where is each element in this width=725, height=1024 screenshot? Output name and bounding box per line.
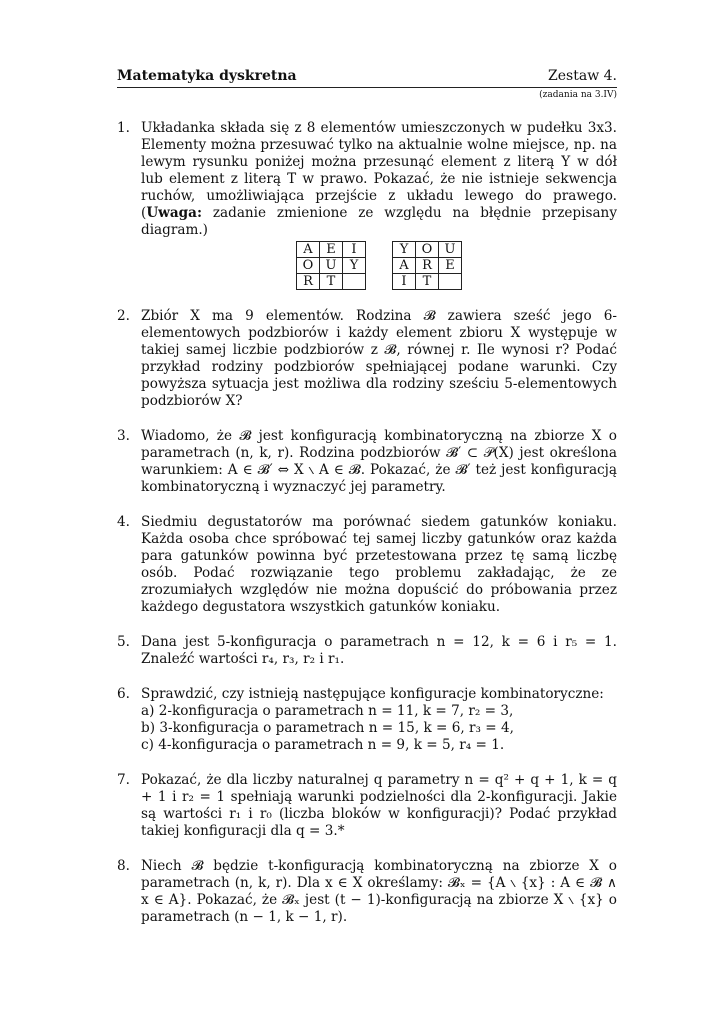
grid-cell: O bbox=[416, 242, 439, 258]
problem-number: 8. bbox=[117, 858, 130, 874]
grid-cell: I bbox=[393, 274, 416, 290]
problem-text: Zbiór X ma 9 elementów. Rodzina 𝓑 zawiera sześć jego 6-elementowych podzbiorów i każdy element zbioru X występuje w takiej samej liczbie podzbiorów z 𝓑, równej r. Ile wynosi r? Podać przykład rodziny podzbiorów spełniającej podane warunki. Czy powyższa sytuacja jest możliwa dla rodziny sześciu 5-elementowych podzbiorów X? bbox=[141, 308, 617, 409]
grid-cell: A bbox=[393, 258, 416, 274]
grid-cell: T bbox=[416, 274, 439, 290]
grid-cell: U bbox=[439, 242, 462, 258]
problem-8 bbox=[117, 858, 617, 926]
problem-text: Pokazać, że dla liczby naturalnej q parametry n = q² + q + 1, k = q + 1 i r₂ = 1 spełniają warunki podzielności dla 2-konfiguracji. Jakie są wartości r₁ i r₀ (liczba bloków w konfiguracji)? Podać przykład takiej konfiguracji dla q = 3.* bbox=[141, 772, 617, 839]
puzzle-diagrams bbox=[141, 241, 617, 290]
problem-number: 3. bbox=[117, 428, 130, 444]
grid-row bbox=[393, 242, 462, 258]
problem-body bbox=[141, 686, 617, 754]
problem-3 bbox=[117, 428, 617, 496]
problem-text: Dana jest 5-konfiguracja o parametrach n = 12, k = 6 i r₅ = 1. Znaleźć wartości r₄, r₃, r₂ i r₁. bbox=[141, 634, 617, 667]
grid-cell: R bbox=[416, 258, 439, 274]
grid-cell: Y bbox=[343, 258, 366, 274]
left-grid bbox=[296, 241, 366, 290]
problem-text: Niech 𝓑 będzie t-konfiguracją kombinatoryczną na zbiorze X o parametrach (n, k, r). Dla x ∈ X określamy: 𝓑ₓ = {A ∖ {x} : A ∈ 𝓑 ∧ x ∈ A}. Pokazać, że 𝓑ₓ jest (t − 1)-konfiguracją na zbiorze X ∖ {x} o parametrach (n − 1, k − 1, r). bbox=[141, 858, 617, 925]
document-page bbox=[117, 68, 617, 944]
grid-row bbox=[393, 258, 462, 274]
problem-1 bbox=[117, 120, 617, 290]
problem-text: Siedmiu degustatorów ma porównać siedem gatunków koniaku. Każda osoba chce spróbować tej samej liczby gatunków oraz każda para gatunków powinna być przetestowana przez tę samą liczbę osób. Podać rozwiązanie tego problemu zakładając, że ze zrozumiałych względów nie można dopuścić do próbowania przez każdego degustatora wszystkich gatunków koniaku. bbox=[141, 514, 617, 615]
header bbox=[117, 68, 617, 88]
grid-cell bbox=[439, 274, 462, 290]
sub-item-b: b) 3-konfiguracja o parametrach n = 15, k = 6, r₃ = 4, bbox=[141, 720, 514, 736]
grid-cell: R bbox=[297, 274, 320, 290]
grid-cell: O bbox=[297, 258, 320, 274]
grid-row bbox=[297, 258, 366, 274]
grid-row bbox=[393, 274, 462, 290]
problem-text: Wiadomo, że 𝓑 jest konfiguracją kombinatoryczną na zbiorze X o parametrach (n, k, r). Rodzina podzbiorów 𝓑′ ⊂ 𝒫(X) jest określona warunkiem: A ∈ 𝓑′ ⇔ X ∖ A ∈ 𝓑. Pokazać, że 𝓑′ też jest konfiguracją kombinatoryczną i wyznaczyć jej parametry. bbox=[141, 428, 617, 495]
grid-row bbox=[297, 242, 366, 258]
sub-item-a: a) 2-konfiguracja o parametrach n = 11, k = 7, r₂ = 3, bbox=[141, 703, 514, 719]
problem-7 bbox=[117, 772, 617, 840]
note-label: Uwaga: bbox=[146, 205, 203, 221]
problem-body bbox=[141, 120, 617, 290]
problem-number: 5. bbox=[117, 634, 130, 650]
grid-cell: E bbox=[320, 242, 343, 258]
grid-cell: A bbox=[297, 242, 320, 258]
grid-cell: E bbox=[439, 258, 462, 274]
problem-text: Układanka składa się z 8 elementów umieszczonych w pudełku 3x3. Elementy można przesuwać tylko na aktualnie wolne miejsce, np. na lewym rysunku poniżej można przesunąć element z literą Y w dół lub element z literą T w prawo. Pokazać, że nie istnieje sekwencja ruchów, umożliwiająca przejście z układu lewego do prawego. ( bbox=[141, 120, 617, 221]
grid-row bbox=[297, 274, 366, 290]
sub-item-c: c) 4-konfiguracja o parametrach n = 9, k = 5, r₄ = 1. bbox=[141, 737, 505, 753]
note-text: zadanie zmienione ze względu na błędnie przepisany diagram.) bbox=[141, 205, 617, 238]
problem-2 bbox=[117, 308, 617, 410]
problem-5 bbox=[117, 634, 617, 668]
problem-4 bbox=[117, 514, 617, 616]
problem-number: 4. bbox=[117, 514, 130, 530]
due-note: (zadania na 3.IV) bbox=[539, 90, 617, 100]
problem-number: 7. bbox=[117, 772, 130, 788]
problem-number: 6. bbox=[117, 686, 130, 702]
grid-cell: T bbox=[320, 274, 343, 290]
right-grid bbox=[392, 241, 462, 290]
problem-number: 1. bbox=[117, 120, 130, 136]
problem-list bbox=[117, 120, 617, 926]
course-title: Matematyka dyskretna bbox=[117, 68, 297, 84]
grid-cell: U bbox=[320, 258, 343, 274]
grid-cell: I bbox=[343, 242, 366, 258]
problem-6 bbox=[117, 686, 617, 754]
problem-text: Sprawdzić, czy istnieją następujące konfiguracje kombinatoryczne: bbox=[141, 686, 604, 702]
grid-cell: Y bbox=[393, 242, 416, 258]
set-number: Zestaw 4. bbox=[548, 68, 617, 84]
grid-cell bbox=[343, 274, 366, 290]
problem-number: 2. bbox=[117, 308, 130, 324]
